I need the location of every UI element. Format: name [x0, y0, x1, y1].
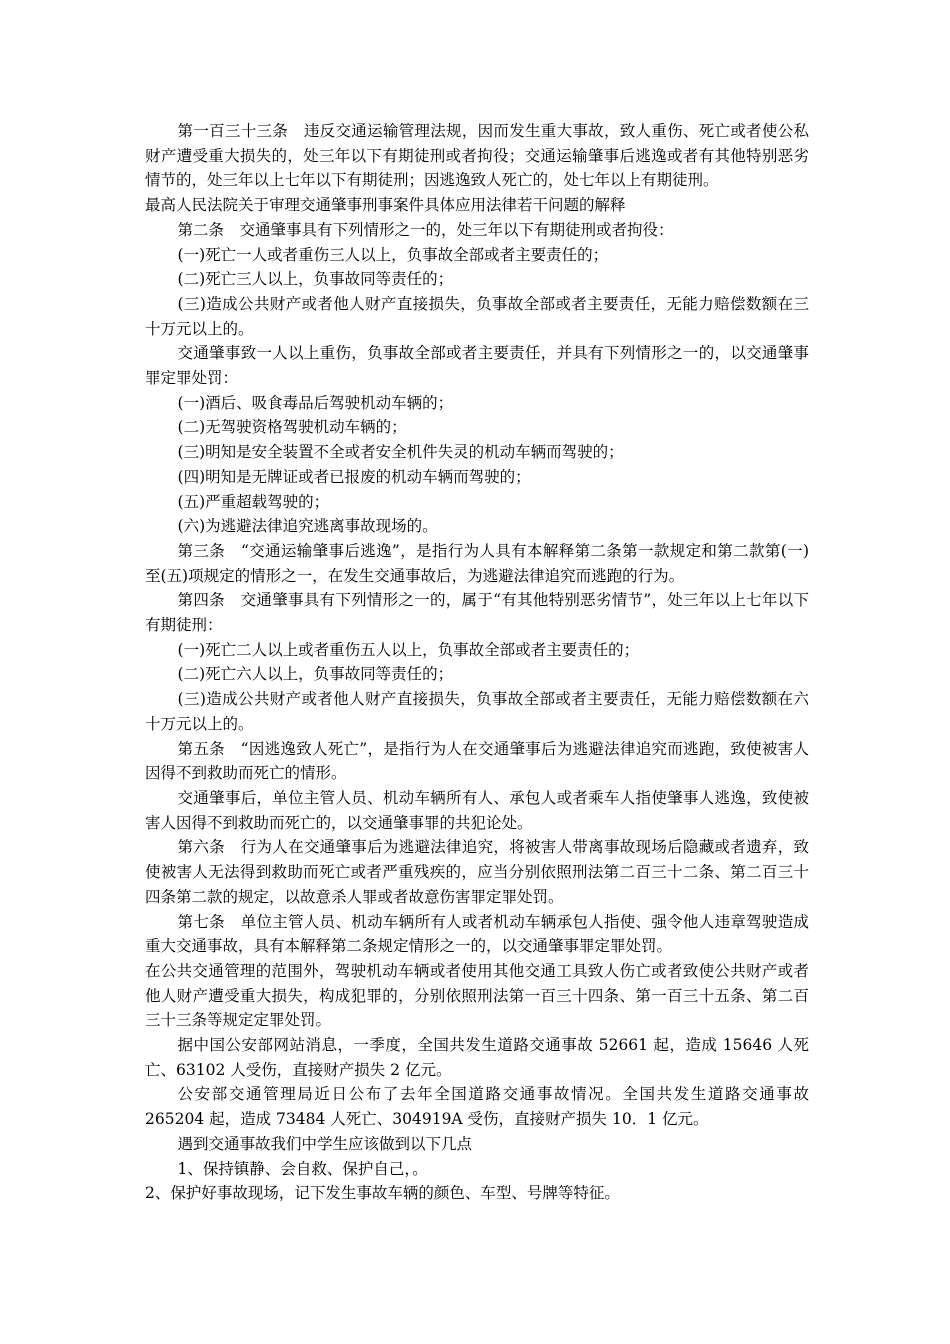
paragraph-annual-statistics: 公安部交通管理局近日公布了去年全国道路交通事故情况。全国共发生道路交通事故 265204 起，造成 73484 人死亡、304919A 受伤，直接财产损失 10．1 亿元。 [145, 1085, 809, 1129]
paragraph-article-2-item-2: (二)死亡三人以上，负事故同等责任的； [177, 270, 454, 289]
paragraph-tip-1: 1、保持镇静、会自救、保护自己，。 [177, 1159, 428, 1178]
paragraph-article-4-item-1: (一)死亡二人以上或者重伤五人以上，负事故全部或者主要责任的； [177, 640, 640, 659]
paragraph-clause-2-item-6: (六)为逃避法律追究逃离事故现场的。 [177, 517, 438, 536]
paragraph-article-2-item-3: (三)造成公共财产或者他人财产直接损失，负事故全部或者主要责任，无能力赔偿数额在三十万元以上的。 [145, 294, 809, 338]
paragraph-article-4: 第四条 交通肇事具有下列情形之一的，属于“有其他特别恶劣情节”，处三年以上七年以下有期徒刑： [145, 591, 809, 635]
paragraph-article-2-clause-2: 交通肇事致一人以上重伤，负事故全部或者主要责任，并具有下列情形之一的，以交通肇事罪定罪处罚： [145, 344, 809, 388]
paragraph-article-133: 第一百三十三条 违反交通运输管理法规，因而发生重大事故，致人重伤、死亡或者使公私财产遭受重大损失的，处三年以下有期徒刑或者拘役；交通运输肇事后逃逸或者有其他特别恶劣情节的，处三年以上七年以下有期徒刑；因逃逸致人死亡的，处七年以上有期徒刑。 [145, 122, 809, 190]
paragraph-clause-2-item-4: (四)明知是无牌证或者已报废的机动车辆而驾驶的； [177, 467, 531, 486]
paragraph-article-2: 第二条 交通肇事具有下列情形之一的，处三年以下有期徒刑或者拘役： [177, 220, 674, 239]
paragraph-clause-2-item-5: (五)严重超载驾驶的； [177, 492, 330, 511]
paragraph-article-4-item-2: (二)死亡六人以上，负事故同等责任的； [177, 665, 454, 684]
paragraph-q1-statistics: 据中国公安部网站消息，一季度，全国共发生道路交通事故 52661 起，造成 15646 人死亡、63102 人受伤，直接财产损失 2 亿元。 [145, 1036, 809, 1079]
paragraph-article-5: 第五条 “因逃逸致人死亡”，是指行为人在交通肇事后为逃避法律追究而逃跑，致使被害人因得不到救助而死亡的情形。 [145, 739, 809, 783]
paragraph-student-tips-heading: 遇到交通事故我们中学生应该做到以下几点 [177, 1134, 473, 1153]
paragraph-article-7: 第七条 单位主管人员、机动车辆所有人或者机动车辆承包人指使、强令他人违章驾驶造成重大交通事故，具有本解释第二条规定情形之一的，以交通肇事罪定罪处罚。 [145, 912, 809, 956]
paragraph-article-8: 在公共交通管理的范围外，驾驶机动车辆或者使用其他交通工具致人伤亡或者致使公共财产或者他人财产遭受重大损失，构成犯罪的，分别依照刑法第一百三十四条、第一百三十五条、第二百三十三条等规定定罪处罚。 [145, 961, 809, 1030]
paragraph-clause-2-item-3: (三)明知是安全装置不全或者安全机件失灵的机动车辆而驾驶的； [177, 443, 624, 462]
paragraph-article-2-item-1: (一)死亡一人或者重伤三人以上，负事故全部或者主要责任的； [177, 245, 609, 264]
paragraph-clause-2-item-2: (二)无驾驶资格驾驶机动车辆的； [177, 418, 407, 437]
paragraph-article-6: 第六条 行为人在交通肇事后为逃避法律追究，将被害人带离事故现场后隐藏或者遗弃，致使被害人无法得到救助而死亡或者严重残疾的，应当分别依照刑法第二百三十二条、第二百三十四条第二款的规定，以故意杀人罪或者故意伤害罪定罪处罚。 [145, 838, 809, 906]
paragraph-tip-2: 2、保护好事故现场，记下发生事故车辆的颜色、车型、号牌等特征。 [145, 1184, 620, 1203]
paragraph-interpretation-title: 最高人民法院关于审理交通肇事刑事案件具体应用法律若干问题的解释 [145, 196, 626, 215]
paragraph-clause-2-item-1: (一)酒后、吸食毒品后驾驶机动车辆的； [177, 393, 454, 412]
document-body [145, 119, 809, 1206]
paragraph-article-5-clause-2: 交通肇事后，单位主管人员、机动车辆所有人、承包人或者乘车人指使肇事人逃逸，致使被害人因得不到救助而死亡的，以交通肇事罪的共犯论处。 [145, 788, 809, 832]
paragraph-article-3: 第三条 “交通运输肇事后逃逸”，是指行为人具有本解释第二条第一款规定和第二款第(一)至(五)项规定的情形之一，在发生交通事故后，为逃避法律追究而逃跑的行为。 [145, 541, 809, 585]
paragraph-article-4-item-3: (三)造成公共财产或者他人财产直接损失，负事故全部或者主要责任，无能力赔偿数额在六十万元以上的。 [145, 690, 809, 733]
